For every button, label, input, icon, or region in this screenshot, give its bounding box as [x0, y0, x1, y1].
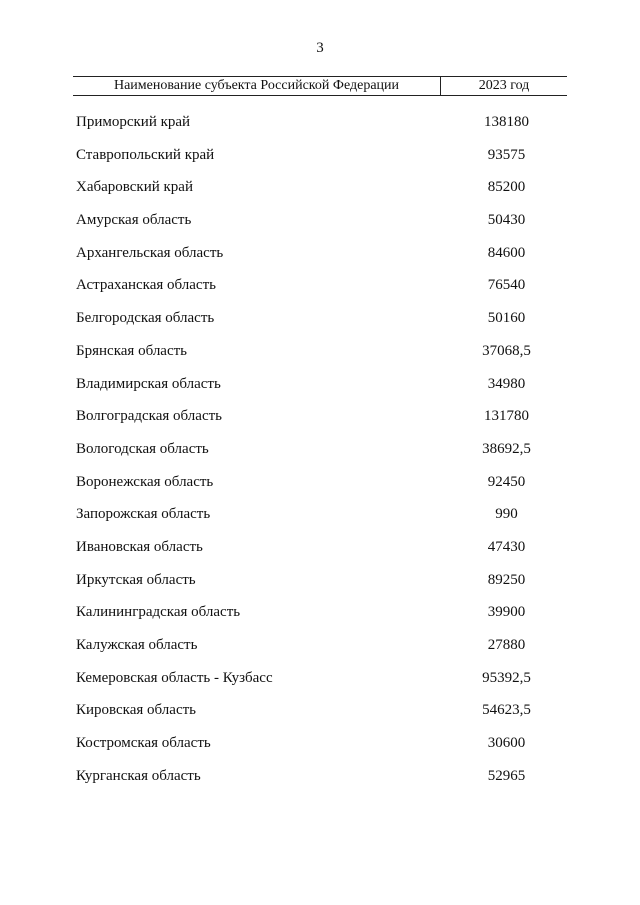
value-cell: 76540: [487, 277, 526, 294]
table-row: [73, 245, 567, 278]
value-cell: 93575: [487, 146, 526, 163]
table-row: [73, 474, 567, 507]
region-name-cell: Вологодская область: [76, 440, 209, 457]
value-cell: 85200: [487, 179, 526, 196]
value-cell: 38692,5: [482, 440, 531, 457]
region-name-cell: Калужская область: [76, 637, 198, 653]
region-name-cell: Владимирская область: [76, 375, 221, 392]
value-cell: 89250: [487, 571, 526, 588]
region-name-cell: Курганская область: [76, 767, 201, 784]
region-name-cell: Ивановская область: [76, 538, 203, 555]
table-row: [73, 572, 567, 605]
value-cell: 95392,5: [482, 669, 531, 686]
table-row: [73, 441, 567, 474]
region-name-cell: Белгородская область: [76, 310, 215, 327]
table-row: [73, 637, 567, 670]
table-body: [73, 114, 567, 800]
table-row: [73, 310, 567, 343]
table-row: [73, 343, 567, 376]
table-row: [73, 147, 567, 180]
page-number: 3: [316, 40, 324, 56]
region-name-cell: Кемеровская область - Кузбасс: [76, 669, 273, 686]
region-name-cell: Брянская область: [76, 342, 188, 359]
value-cell: 54623,5: [482, 702, 531, 719]
table-row: [73, 114, 567, 147]
region-name-cell: Кировская область: [76, 702, 197, 719]
value-cell: 990: [495, 506, 518, 523]
region-name-cell: Архангельская область: [76, 244, 224, 261]
region-name-cell: Калининградская область: [76, 604, 241, 621]
region-name-cell: Ставропольский край: [76, 146, 215, 163]
region-name-cell: Воронежская область: [76, 473, 214, 490]
table-row: [73, 768, 567, 801]
value-cell: 84600: [487, 244, 526, 261]
value-cell: 27880: [487, 637, 526, 653]
value-cell: 92450: [487, 473, 526, 490]
value-cell: 47430: [487, 538, 526, 555]
table-row: [73, 506, 567, 539]
region-name-cell: Приморский край: [76, 114, 191, 130]
table-header: [73, 76, 567, 96]
value-cell: 30600: [487, 735, 526, 752]
table-row: [73, 408, 567, 441]
value-cell: 50430: [487, 212, 526, 229]
value-cell: 37068,5: [482, 342, 531, 359]
region-name-cell: Волгоградская область: [76, 408, 222, 425]
value-cell: 131780: [484, 408, 529, 425]
table-row: [73, 212, 567, 245]
table-row: [73, 702, 567, 735]
table-row: [73, 604, 567, 637]
table-row: [73, 179, 567, 212]
table-row: [73, 277, 567, 310]
table-row: [73, 539, 567, 572]
table-row: [73, 735, 567, 768]
region-name-cell: Иркутская область: [76, 571, 196, 588]
table-row: [73, 670, 567, 703]
table-row: [73, 376, 567, 409]
regions-table: [73, 76, 567, 800]
value-cell: 39900: [487, 604, 526, 621]
value-cell: 50160: [487, 310, 526, 327]
header-year: 2023 год: [478, 78, 530, 93]
region-name-cell: Костромская область: [76, 735, 211, 752]
region-name-cell: Астраханская область: [76, 277, 216, 294]
header-region-name: Наименование субъекта Российской Федерации: [73, 77, 441, 95]
region-name-cell: Амурская область: [76, 212, 192, 229]
region-name-cell: Запорожская область: [76, 506, 211, 523]
value-cell: 138180: [484, 114, 529, 130]
value-cell: 34980: [487, 375, 526, 392]
value-cell: 52965: [487, 767, 526, 784]
region-name-cell: Хабаровский край: [76, 179, 193, 196]
